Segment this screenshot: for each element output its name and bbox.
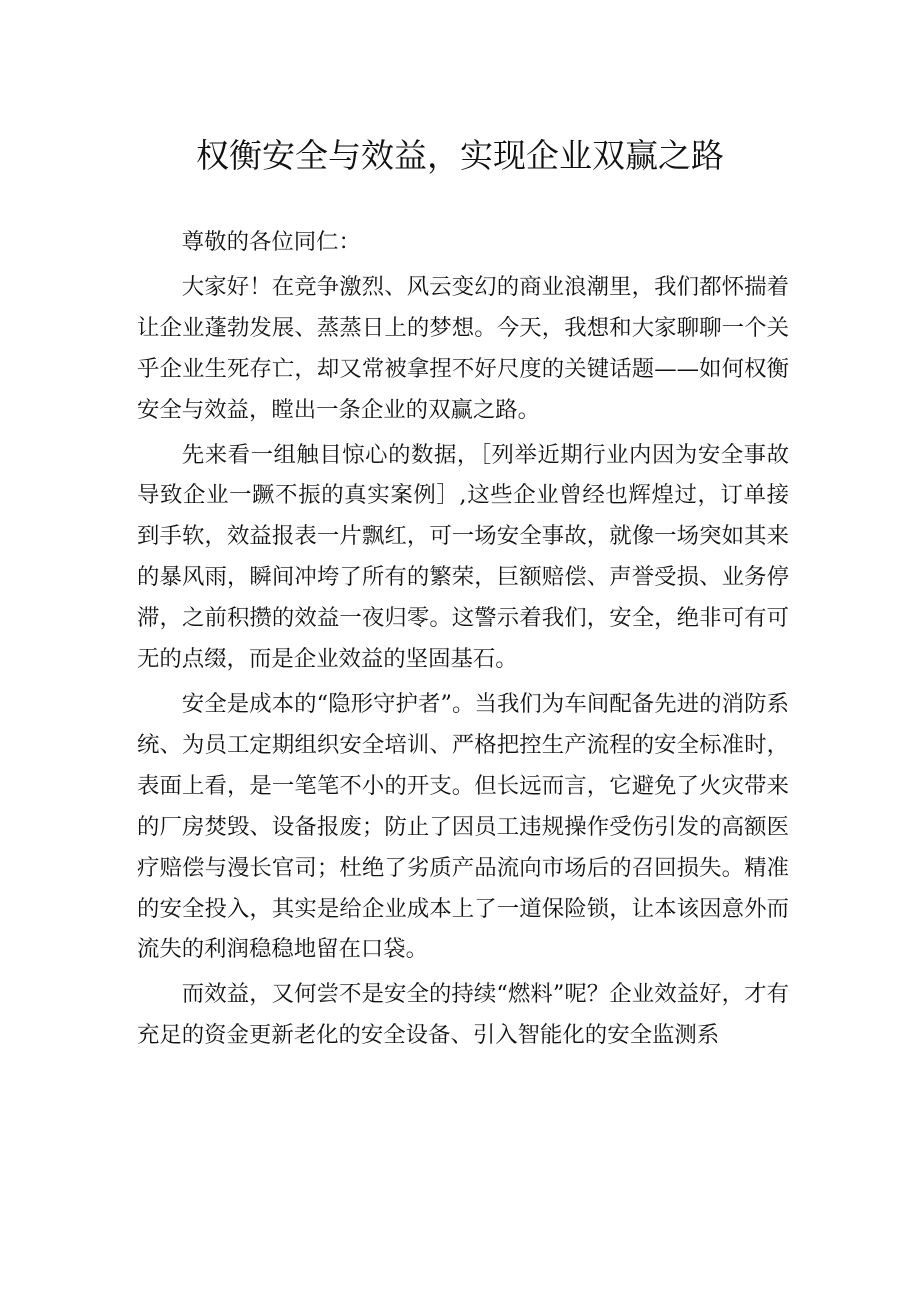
- body-paragraph: 大家好！在竞争激烈、风云变幻的商业浪潮里，我们都怀揣着让企业蓬勃发展、蒸蒸日上的梦想。今天，我想和大家聊聊一个关乎企业生死存亡，却又常被拿捏不好尺度的关键话题——如何权衡安全与效益，瞠出一条企业的双赢之路。: [137, 273, 789, 423]
- document-body: [137, 222, 789, 1060]
- salutation-paragraph: 尊敬的各位同仁：: [181, 229, 361, 255]
- body-paragraph: 安全是成本的“隐形守护者”。当我们为车间配备先进的消防系统、为员工定期组织安全培训、严格把控生产流程的安全标准时，表面上看，是一笔笔不小的开支。但长远而言，它避免了火灾带来的厂房焚毁、设备报废；防止了因员工违规操作受伤引发的高额医疗赔偿与漫长官司；杜绝了劣质产品流向市场后的召回损失。精准的安全投入，其实是给企业成本上了一道保险锁，让本该因意外而流失的利润稳稳地留在口袋。: [137, 690, 789, 963]
- body-paragraph: 先来看一组触目惊心的数据，［列举近期行业内因为安全事故导致企业一蹶不振的真实案例］,这些企业曾经也辉煌过，订单接到手软，效益报表一片飘红，可一场安全事故，就像一场突如其来的暴风雨，瞬间冲垮了所有的繁荣，巨额赔偿、声誉受损、业务停滞，之前积攒的效益一夜归零。这警示着我们，安全，绝非可有可无的点缀，而是企业效益的坚固基石。: [137, 441, 789, 673]
- body-paragraph: 而效益，又何尝不是安全的持续“燃料”呢？企业效益好，才有充足的资金更新老化的安全设备、引入智能化的安全监测系: [137, 981, 789, 1049]
- document-title: 权衡安全与效益，实现企业双赢之路: [196, 136, 724, 175]
